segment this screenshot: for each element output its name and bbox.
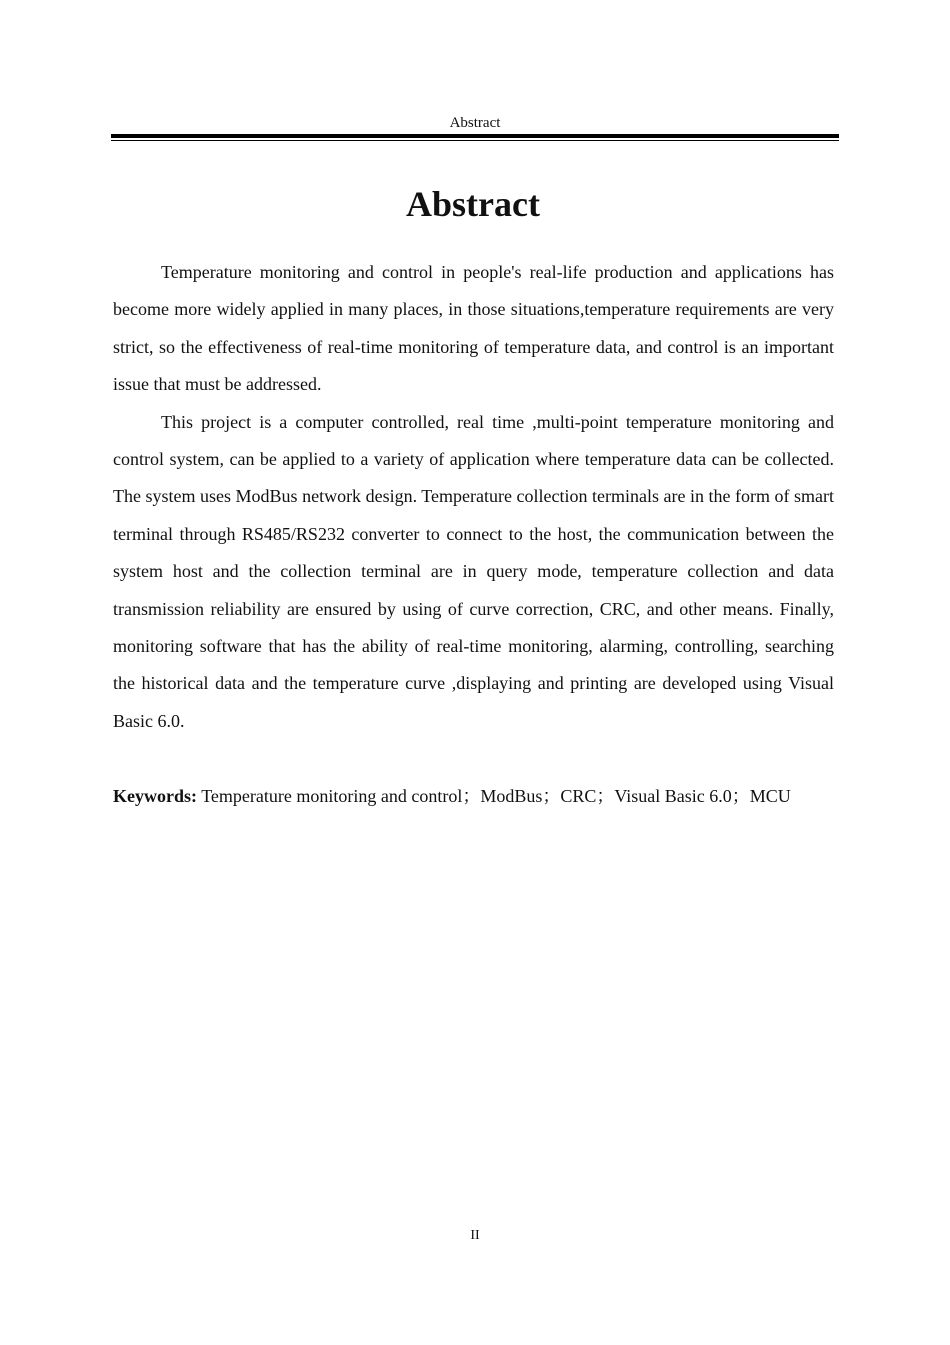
abstract-paragraph-1: Temperature monitoring and control in people's real-life production and applications has become more widely applied in many places, in those situations,temperature requirements are very strict, so the effectiveness of real-time monitoring of temperature data, and control is an important issue that must be addressed. — [113, 262, 834, 395]
abstract-body — [113, 254, 834, 740]
running-header: Abstract — [449, 115, 501, 131]
keywords-text: Temperature monitoring and control；ModBus；CRC；Visual Basic 6.0；MCU — [201, 786, 791, 806]
header-rule-thick — [111, 134, 839, 138]
abstract-paragraph-2: This project is a computer controlled, real time ,multi-point temperature monitoring and control system, can be applied to a variety of application where temperature data can be collected. The system uses ModBus network design. Temperature collection terminals are in the form of smart terminal through RS485/RS232 converter to connect to the host, the communication between the system host and the collection terminal are in query mode, temperature collection and data transmission reliability are ensured by using of curve correction, CRC, and other means. Finally, monitoring software that has the ability of real-time monitoring, alarming, controlling, searching the historical data and the temperature curve ,displaying and printing are developed using Visual Basic 6.0. — [113, 411, 834, 731]
keywords-line — [113, 781, 834, 811]
page-number: II — [470, 1228, 480, 1243]
keywords-label: Keywords: — [113, 786, 197, 806]
header-rule-thin — [111, 140, 839, 141]
page-title: Abstract — [406, 184, 540, 224]
